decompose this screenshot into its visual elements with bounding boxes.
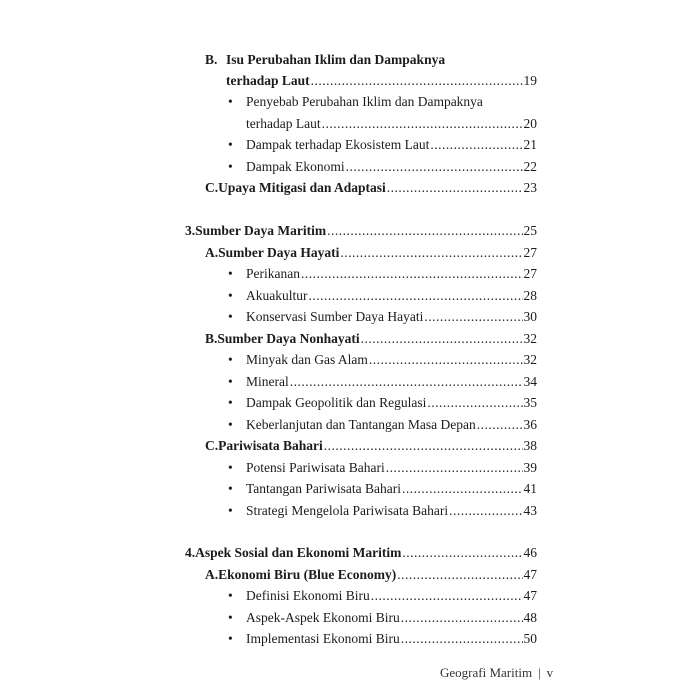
toc-leader-dots <box>424 307 522 327</box>
toc-leader-dots <box>387 178 523 198</box>
toc-item-title: Implementasi Ekonomi Biru <box>246 631 400 646</box>
toc-page-number: 27 <box>523 266 537 281</box>
toc-item-title: Perikanan <box>246 266 300 281</box>
toc-page-number: 47 <box>523 588 537 603</box>
toc-leader-dots <box>427 393 522 413</box>
toc-page-number: 48 <box>523 610 537 625</box>
bullet-icon: • <box>228 159 233 174</box>
toc-leader-dots <box>311 71 523 91</box>
toc-leader-dots <box>340 243 522 263</box>
toc-page-number: 27 <box>523 245 537 260</box>
toc-item-title: Dampak terhadap Ekosistem Laut <box>246 137 430 152</box>
toc-item-title: Minyak dan Gas Alam <box>246 352 368 367</box>
toc-leader-dots <box>402 479 523 499</box>
toc-chapter-heading[interactable] <box>185 543 537 563</box>
toc-section-number: C. <box>205 180 219 195</box>
bullet-icon: • <box>228 288 233 303</box>
toc-item-title: Aspek-Aspek Ekonomi Biru <box>246 610 400 625</box>
toc-item-title: Mineral <box>246 374 289 389</box>
toc-item-title: terhadap Laut <box>246 116 321 131</box>
toc-item-title: Penyebab Perubahan Iklim dan Dampaknya <box>246 94 483 109</box>
toc-item-title: Keberlanjutan dan Tantangan Masa Depan <box>246 417 476 432</box>
toc-leader-dots <box>371 586 523 606</box>
toc-leader-dots <box>401 608 523 628</box>
toc-page-number: 43 <box>523 503 537 518</box>
toc-item-title: Tantangan Pariwisata Bahari <box>246 481 401 496</box>
toc-section-number: B. <box>205 52 218 67</box>
bullet-icon: • <box>228 588 233 603</box>
toc-section-title: Sumber Daya Nonhayati <box>217 331 360 346</box>
toc-bullet-item[interactable] <box>228 264 537 284</box>
toc-page-number: 19 <box>523 73 537 88</box>
toc-leader-dots <box>449 501 522 521</box>
toc-leader-dots <box>361 329 523 349</box>
bullet-icon: • <box>228 352 233 367</box>
toc-page-number: 39 <box>523 460 537 475</box>
toc-page-number: 25 <box>523 223 537 238</box>
toc-section-heading[interactable] <box>205 436 537 456</box>
toc-leader-dots <box>369 350 523 370</box>
toc-bullet-item[interactable] <box>228 135 537 155</box>
bullet-icon: • <box>228 610 233 625</box>
toc-section-number: A. <box>205 245 219 260</box>
toc-page-number: 21 <box>523 137 537 152</box>
toc-leader-dots <box>322 114 523 134</box>
toc-leader-dots <box>397 565 522 585</box>
toc-bullet-item[interactable] <box>228 92 483 112</box>
toc-bullet-item[interactable] <box>228 586 537 606</box>
toc-leader-dots <box>327 221 522 241</box>
toc-section-title: Isu Perubahan Iklim dan Dampaknya <box>226 52 446 67</box>
toc-bullet-item[interactable] <box>228 629 537 649</box>
toc-page-number: 46 <box>523 545 537 560</box>
toc-bullet-item[interactable] <box>228 393 537 413</box>
toc-section-title: Ekonomi Biru (Blue Economy) <box>218 567 397 582</box>
toc-section-title: Sumber Daya Hayati <box>218 245 340 260</box>
toc-section-number: C. <box>205 438 219 453</box>
toc-page-number: 23 <box>523 180 537 195</box>
toc-page-number: 36 <box>523 417 537 432</box>
footer-book-title: Geografi Maritim <box>440 665 533 680</box>
bullet-icon: • <box>228 374 233 389</box>
bullet-icon: • <box>228 266 233 281</box>
bullet-icon: • <box>228 481 233 496</box>
toc-page-number: 30 <box>523 309 537 324</box>
toc-page-number: 28 <box>523 288 537 303</box>
bullet-icon: • <box>228 94 233 109</box>
toc-item-title: Konservasi Sumber Daya Hayati <box>246 309 424 324</box>
bullet-icon: • <box>228 137 233 152</box>
bullet-icon: • <box>228 503 233 518</box>
toc-chapter-title: Sumber Daya Maritim <box>195 223 327 238</box>
bullet-icon: • <box>228 417 233 432</box>
toc-leader-dots <box>386 458 523 478</box>
toc-bullet-item[interactable] <box>228 479 537 499</box>
toc-page-number: 32 <box>523 352 537 367</box>
toc-page-number: 34 <box>523 374 537 389</box>
toc-section-heading[interactable] <box>205 50 445 70</box>
toc-section-heading[interactable] <box>205 178 537 198</box>
toc-section-title: terhadap Laut <box>226 73 310 88</box>
toc-bullet-item[interactable] <box>228 286 537 306</box>
toc-bullet-item-cont[interactable] <box>246 114 537 134</box>
toc-page-number: 50 <box>523 631 537 646</box>
toc-chapter-number: 3. <box>185 223 196 238</box>
toc-section-title: Pariwisata Bahari <box>218 438 323 453</box>
toc-page-number: 47 <box>523 567 537 582</box>
toc-section-heading[interactable] <box>205 565 537 585</box>
toc-leader-dots <box>401 629 523 649</box>
toc-page-number: 41 <box>523 481 537 496</box>
bullet-icon: • <box>228 395 233 410</box>
bullet-icon: • <box>228 460 233 475</box>
toc-section-number: A. <box>205 567 219 582</box>
toc-bullet-item[interactable] <box>228 608 537 628</box>
toc-bullet-item[interactable] <box>228 157 537 177</box>
toc-section-heading[interactable] <box>205 243 537 263</box>
toc-leader-dots <box>309 286 523 306</box>
toc-bullet-item[interactable] <box>228 501 537 521</box>
toc-leader-dots <box>301 264 523 284</box>
toc-item-title: Dampak Geopolitik dan Regulasi <box>246 395 427 410</box>
toc-item-title: Strategi Mengelola Pariwisata Bahari <box>246 503 449 518</box>
toc-bullet-item[interactable] <box>228 458 537 478</box>
toc-leader-dots <box>402 543 522 563</box>
toc-section-number: B. <box>205 331 218 346</box>
page-footer <box>440 665 553 681</box>
toc-chapter-title: Aspek Sosial dan Ekonomi Maritim <box>195 545 402 560</box>
toc-item-title: Potensi Pariwisata Bahari <box>246 460 385 475</box>
toc-leader-dots <box>477 415 523 435</box>
toc-section-title: Upaya Mitigasi dan Adaptasi <box>218 180 386 195</box>
bullet-icon: • <box>228 309 233 324</box>
toc-bullet-item[interactable] <box>228 415 537 435</box>
toc-section-heading[interactable] <box>205 329 537 349</box>
footer-separator: | <box>538 665 541 680</box>
toc-chapter-number: 4. <box>185 545 196 560</box>
toc-leader-dots <box>346 157 523 177</box>
toc-item-title: Dampak Ekonomi <box>246 159 345 174</box>
toc-bullet-item[interactable] <box>228 350 537 370</box>
toc-leader-dots <box>430 135 522 155</box>
toc-page-number: 32 <box>523 331 537 346</box>
toc-bullet-item[interactable] <box>228 307 537 327</box>
toc-page-number: 22 <box>523 159 537 174</box>
toc-bullet-item[interactable] <box>228 372 537 392</box>
toc-chapter-heading[interactable] <box>185 221 537 241</box>
bullet-icon: • <box>228 631 233 646</box>
footer-page-number: v <box>546 665 554 680</box>
toc-leader-dots <box>324 436 523 456</box>
toc-page-number: 38 <box>523 438 537 453</box>
toc-page-number: 20 <box>523 116 537 131</box>
toc-page-number: 35 <box>523 395 537 410</box>
toc-item-title: Akuakultur <box>246 288 308 303</box>
toc-section-heading-cont[interactable] <box>226 71 537 91</box>
toc-item-title: Definisi Ekonomi Biru <box>246 588 370 603</box>
toc-leader-dots <box>290 372 523 392</box>
